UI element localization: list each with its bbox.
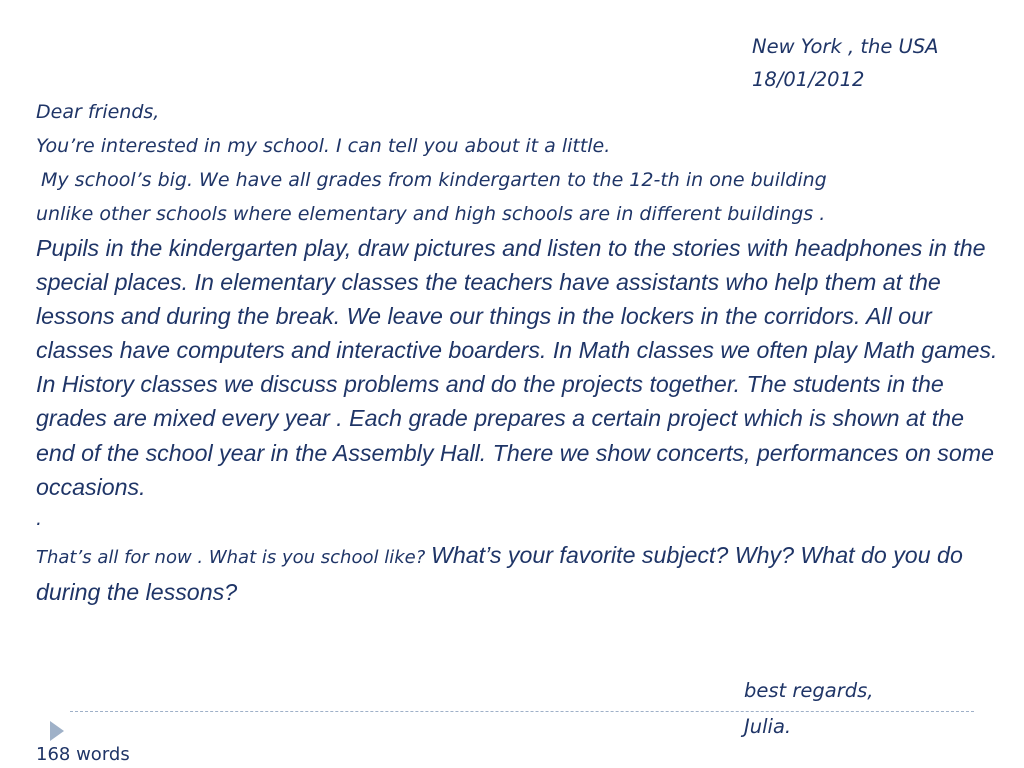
separator-dot: .: [36, 507, 43, 530]
triangle-right-icon: [50, 721, 64, 741]
greeting: Dear friends,: [36, 101, 160, 123]
closing-small-text: That’s all for now . What is you school like?: [36, 546, 426, 568]
word-count: 168 words: [36, 744, 130, 765]
intro-line: You’re interested in my school. I can tell you about it a little.: [36, 135, 611, 157]
letter-body: [36, 95, 1006, 612]
footer-divider: [70, 711, 974, 712]
place-line: New York , the USA: [752, 35, 939, 58]
school-line-2: unlike other schools where elementary and high schools are in different buildings .: [36, 203, 826, 225]
regards-line: best regards,: [744, 679, 874, 702]
main-paragraph: Pupils in the kindergarten play, draw pictures and listen to the stories with headphones in the special places. In elementary classes the teachers have assistants who help them at the lessons and during the break. We leave our things in the lockers in the corridors. All our classes have computers and interactive boarders. In Math classes we often play Math games. In History classes we discuss problems and do the projects together. The students in the grades are mixed every year . Each grade prepares a certain project which is shown at the end of the school year in the Assembly Hall. There we show concerts, performances on some occasions.: [36, 235, 998, 500]
date-line: 18/01/2012: [752, 68, 865, 91]
letter-header: [752, 30, 939, 96]
school-line-1: My school’s big. We have all grades from kindergarten to the 12-th in one building: [41, 169, 827, 191]
closing-large-text: What’s your favorite subject? Why? What do you do during the lessons?: [36, 541, 963, 605]
closing-questions: [36, 538, 1002, 612]
signoff: [744, 673, 873, 745]
signature-name: Julia.: [744, 715, 792, 738]
